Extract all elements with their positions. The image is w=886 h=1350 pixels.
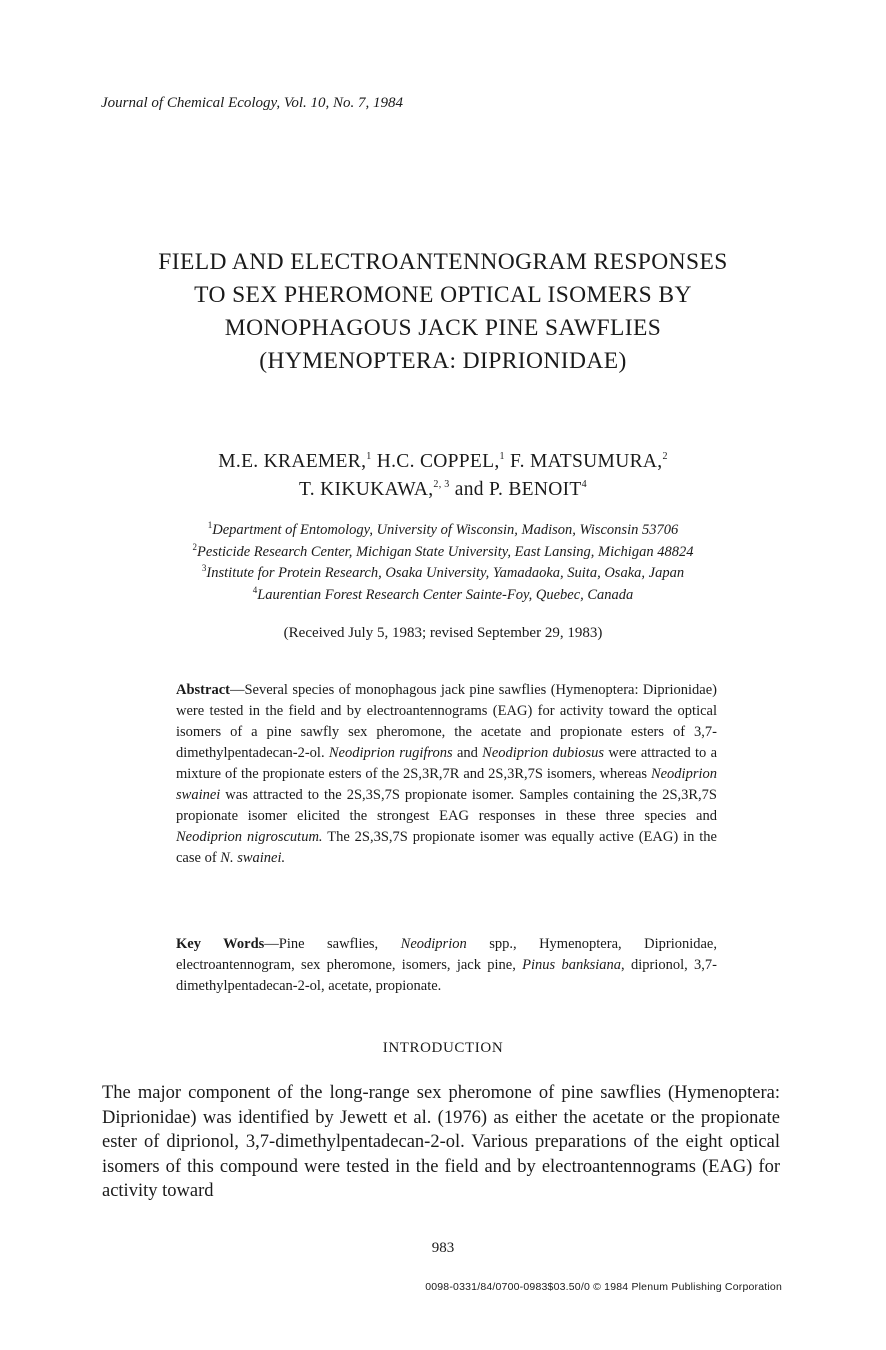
affiliation-text: Pesticide Research Center, Michigan State University, East Lansing, Michigan 48824 — [197, 543, 694, 560]
page-number: 983 — [431, 1240, 455, 1256]
affiliation — [60, 520, 826, 542]
genus-name: Neodiprion — [400, 936, 467, 952]
affiliation-number: 4 — [252, 584, 258, 595]
section-heading-introduction: INTRODUCTION — [382, 1040, 504, 1056]
author-affil-mark: 1 — [499, 451, 505, 462]
key-words-text: spp., Hymenoptera, Diprionidae, electroantennogram, sex pheromone, isomers, jack pine, — [176, 936, 717, 973]
key-words-text: , diprionol, 3,7-dimethylpentadecan-2-ol, acetate, propionate. — [176, 957, 717, 994]
affiliation-number: 3 — [201, 563, 207, 573]
author-affil-mark: 1 — [366, 451, 372, 462]
species-name: Neodiprion rugifrons — [328, 745, 453, 761]
key-words — [176, 934, 717, 997]
title-line: (HYMENOPTERA: DIPRIONIDAE) — [259, 348, 627, 374]
author-name: and P. BENOIT — [449, 479, 582, 500]
species-name: Neodiprion swainei — [176, 766, 717, 803]
species-name: Pinus banksiana — [522, 957, 622, 973]
affiliation-number: 2 — [192, 541, 198, 552]
author-name: H.C. COPPEL, — [371, 451, 500, 472]
author-line — [60, 476, 826, 504]
author-line — [60, 448, 826, 476]
author-list — [60, 448, 826, 504]
author-affil-mark: 2 — [662, 451, 668, 462]
abstract-text: —Several species of monophagous jack pine sawflies (Hymenoptera: Diprionidae) were tested in the field and by electroantennograms (EAG) for activity toward the optical isomers of a pine sawfly sex pheromone, the acetate and propionate esters of 3,7-dimethylpentadecan-2-ol. — [176, 682, 717, 761]
affiliation-number: 1 — [207, 520, 213, 530]
abstract — [176, 680, 717, 869]
affiliation-list — [60, 520, 826, 606]
abstract-text: was attracted to the 2S,3S,7S propionate isomer. Samples containing the 2S,3R,7S propionate isomer elicited the strongest EAG responses in these three species and — [176, 787, 717, 824]
introduction-paragraph: The major component of the long-range sex pheromone of pine sawflies (Hymenoptera: Diprionidae) was identified by Jewett et al. (1976) as either the acetate or the propionate ester of diprionol, 3,7-dimethylpentadecan-2-ol. Various preparations of the eight optical isomers of this compound were tested in the field and by electroantennograms (EAG) for activity toward — [102, 1083, 780, 1201]
title-line: FIELD AND ELECTROANTENNOGRAM RESPONSES — [158, 249, 728, 275]
affiliation-text: Department of Entomology, University of Wisconsin, Madison, Wisconsin 53706 — [212, 522, 679, 538]
abstract-text: were attracted to a mixture of the propionate esters of the 2S,3R,7R and 2S,3R,7S isomers, whereas — [176, 745, 718, 782]
received-dates: (Received July 5, 1983; revised September 29, 1983) — [283, 625, 603, 641]
copyright-line: 0098-0331/84/0700-0983$03.50/0 © 1984 Plenum Publishing Corporation — [425, 1281, 782, 1293]
abstract-label: Abstract — [176, 682, 230, 698]
affiliation — [60, 585, 826, 607]
author-name: M.E. KRAEMER, — [218, 451, 367, 472]
key-words-text: —Pine sawflies, — [264, 936, 401, 952]
species-name: N. swainei. — [220, 850, 286, 866]
title-line: MONOPHAGOUS JACK PINE SAWFLIES — [224, 315, 662, 341]
author-affil-mark: 2, 3 — [433, 479, 450, 490]
title-line: TO SEX PHEROMONE OPTICAL ISOMERS BY — [194, 282, 692, 308]
paper-title — [60, 246, 826, 378]
affiliation — [60, 563, 826, 585]
key-words-label: Key Words — [176, 936, 265, 952]
species-name: Neodiprion dubiosus — [482, 745, 605, 761]
author-name: F. MATSUMURA, — [504, 451, 663, 472]
author-affil-mark: 4 — [581, 479, 587, 490]
affiliation-text: Institute for Protein Research, Osaka University, Yamadaoka, Suita, Osaka, Japan — [206, 565, 685, 581]
affiliation-text: Laurentian Forest Research Center Sainte-Foy, Quebec, Canada — [257, 586, 634, 603]
affiliation — [60, 542, 826, 564]
author-name: T. KIKUKAWA, — [299, 479, 434, 500]
abstract-text: and — [452, 745, 483, 761]
species-name: Neodiprion nigroscutum. — [176, 829, 323, 845]
journal-citation: Journal of Chemical Ecology, Vol. 10, No. 7, 1984 — [101, 95, 404, 111]
abstract-text: The 2S,3S,7S propionate isomer was equally active (EAG) in the case of — [176, 829, 717, 866]
